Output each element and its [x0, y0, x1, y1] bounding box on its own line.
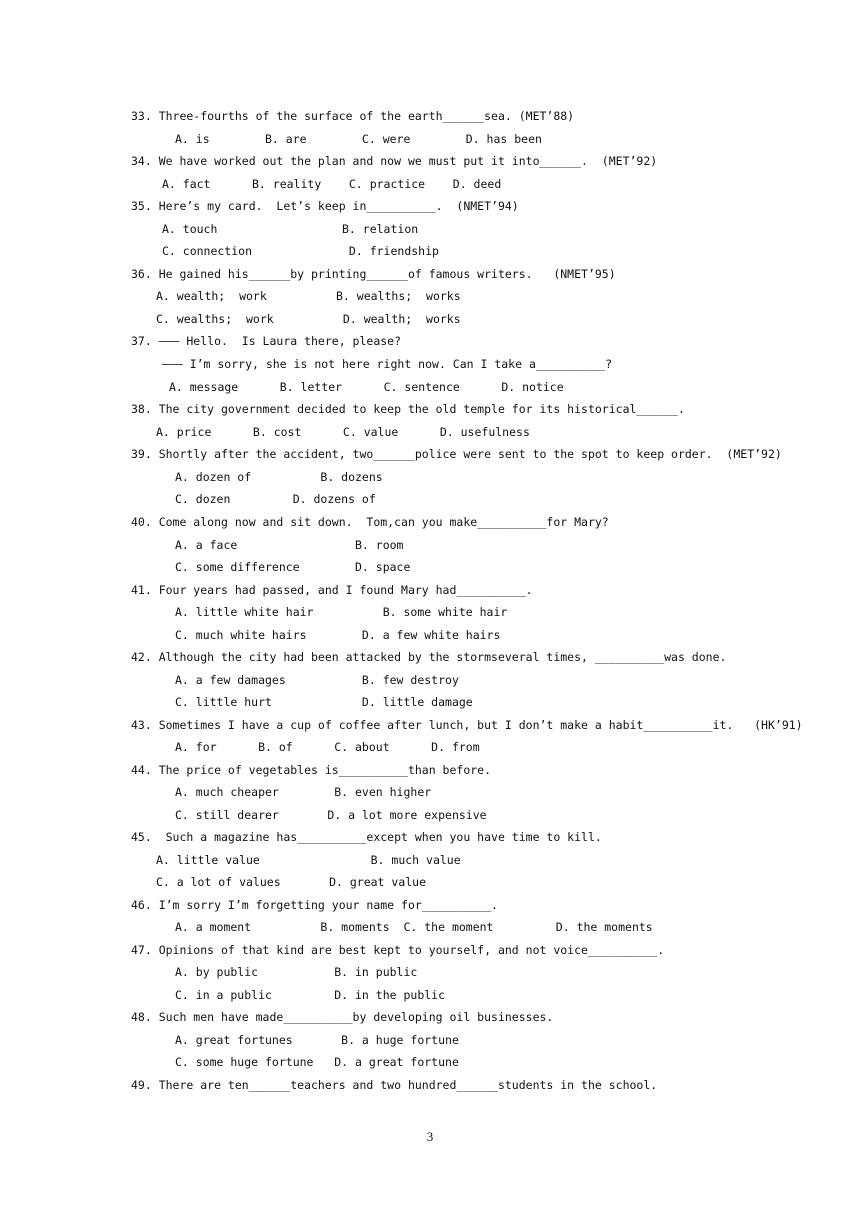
options-42-row2: C. little hurt D. little damage [175, 695, 473, 709]
options-40-row1: A. a face B. room [175, 538, 404, 552]
question-41: 41. Four years had passed, and I found Mary had__________. [131, 583, 533, 597]
question-36: 36. He gained his______by printing______of famous writers. (NMET’95) [131, 267, 616, 281]
question-48: 48. Such men have made__________by developing oil businesses. [131, 1010, 554, 1024]
options-42-row1: A. a few damages B. few destroy [175, 673, 459, 687]
question-45: 45. Such a magazine has__________except when you have time to kill. [131, 830, 602, 844]
options-40-row2: C. some difference D. space [175, 560, 411, 574]
options-44-row2: C. still dearer D. a lot more expensive [175, 808, 487, 822]
question-43: 43. Sometimes I have a cup of coffee after lunch, but I don’t make a habit__________it. (HK’91) [131, 718, 803, 732]
options-41-row1: A. little white hair B. some white hair [175, 605, 508, 619]
question-39: 39. Shortly after the accident, two______police were sent to the spot to keep order. (MET’92) [131, 447, 782, 461]
options-47-row2: C. in a public D. in the public [175, 988, 446, 1002]
options-34: A. fact B. reality C. practice D. deed [162, 177, 502, 191]
options-37: A. message B. letter C. sentence D. notice [169, 380, 564, 394]
question-49: 49. There are ten______teachers and two hundred______students in the school. [131, 1078, 658, 1092]
options-45-row2: C. a lot of values D. great value [156, 875, 427, 889]
question-40: 40. Come along now and sit down. Tom,can you make__________for Mary? [131, 515, 609, 529]
options-44-row1: A. much cheaper B. even higher [175, 785, 432, 799]
question-44: 44. The price of vegetables is__________than before. [131, 763, 492, 777]
options-39-row1: A. dozen of B. dozens [175, 470, 383, 484]
options-38: A. price B. cost C. value D. usefulness [156, 425, 530, 439]
options-43: A. for B. of C. about D. from [175, 740, 480, 754]
options-48-row1: A. great fortunes B. a huge fortune [175, 1033, 459, 1047]
options-46: A. a moment B. moments C. the moment D. the moments [175, 920, 653, 934]
question-42: 42. Although the city had been attacked by the stormseveral times, __________was done. [131, 650, 727, 664]
question-34: 34. We have worked out the plan and now we must put it into______. (MET’92) [131, 154, 658, 168]
options-35-row1: A. touch B. relation [162, 222, 419, 236]
options-36-row1: A. wealth; work B. wealths; works [156, 289, 461, 303]
options-39-row2: C. dozen D. dozens of [175, 492, 376, 506]
question-33: 33. Three-fourths of the surface of the earth______sea. (MET’88) [131, 109, 575, 123]
question-35: 35. Here’s my card. Let’s keep in__________. (NMET’94) [131, 199, 519, 213]
options-45-row1: A. little value B. much value [156, 853, 461, 867]
options-41-row2: C. much white hairs D. a few white hairs [175, 628, 501, 642]
question-46: 46. I’m sorry I’m forgetting your name for__________. [131, 898, 498, 912]
question-37-reply: ——— I’m sorry, she is not here right now. Can I take a__________? [162, 357, 613, 371]
question-47: 47. Opinions of that kind are best kept to yourself, and not voice__________. [131, 943, 665, 957]
question-37: 37. ——— Hello. Is Laura there, please? [131, 334, 402, 348]
options-48-row2: C. some huge fortune D. a great fortune [175, 1055, 459, 1069]
options-35-row2: C. connection D. friendship [162, 244, 439, 258]
options-47-row1: A. by public B. in public [175, 965, 418, 979]
options-36-row2: C. wealths; work D. wealth; works [156, 312, 461, 326]
question-38: 38. The city government decided to keep the old temple for its historical______. [131, 402, 685, 416]
options-33: A. is B. are C. were D. has been [175, 132, 542, 146]
page-number: 3 [426, 1129, 434, 1144]
